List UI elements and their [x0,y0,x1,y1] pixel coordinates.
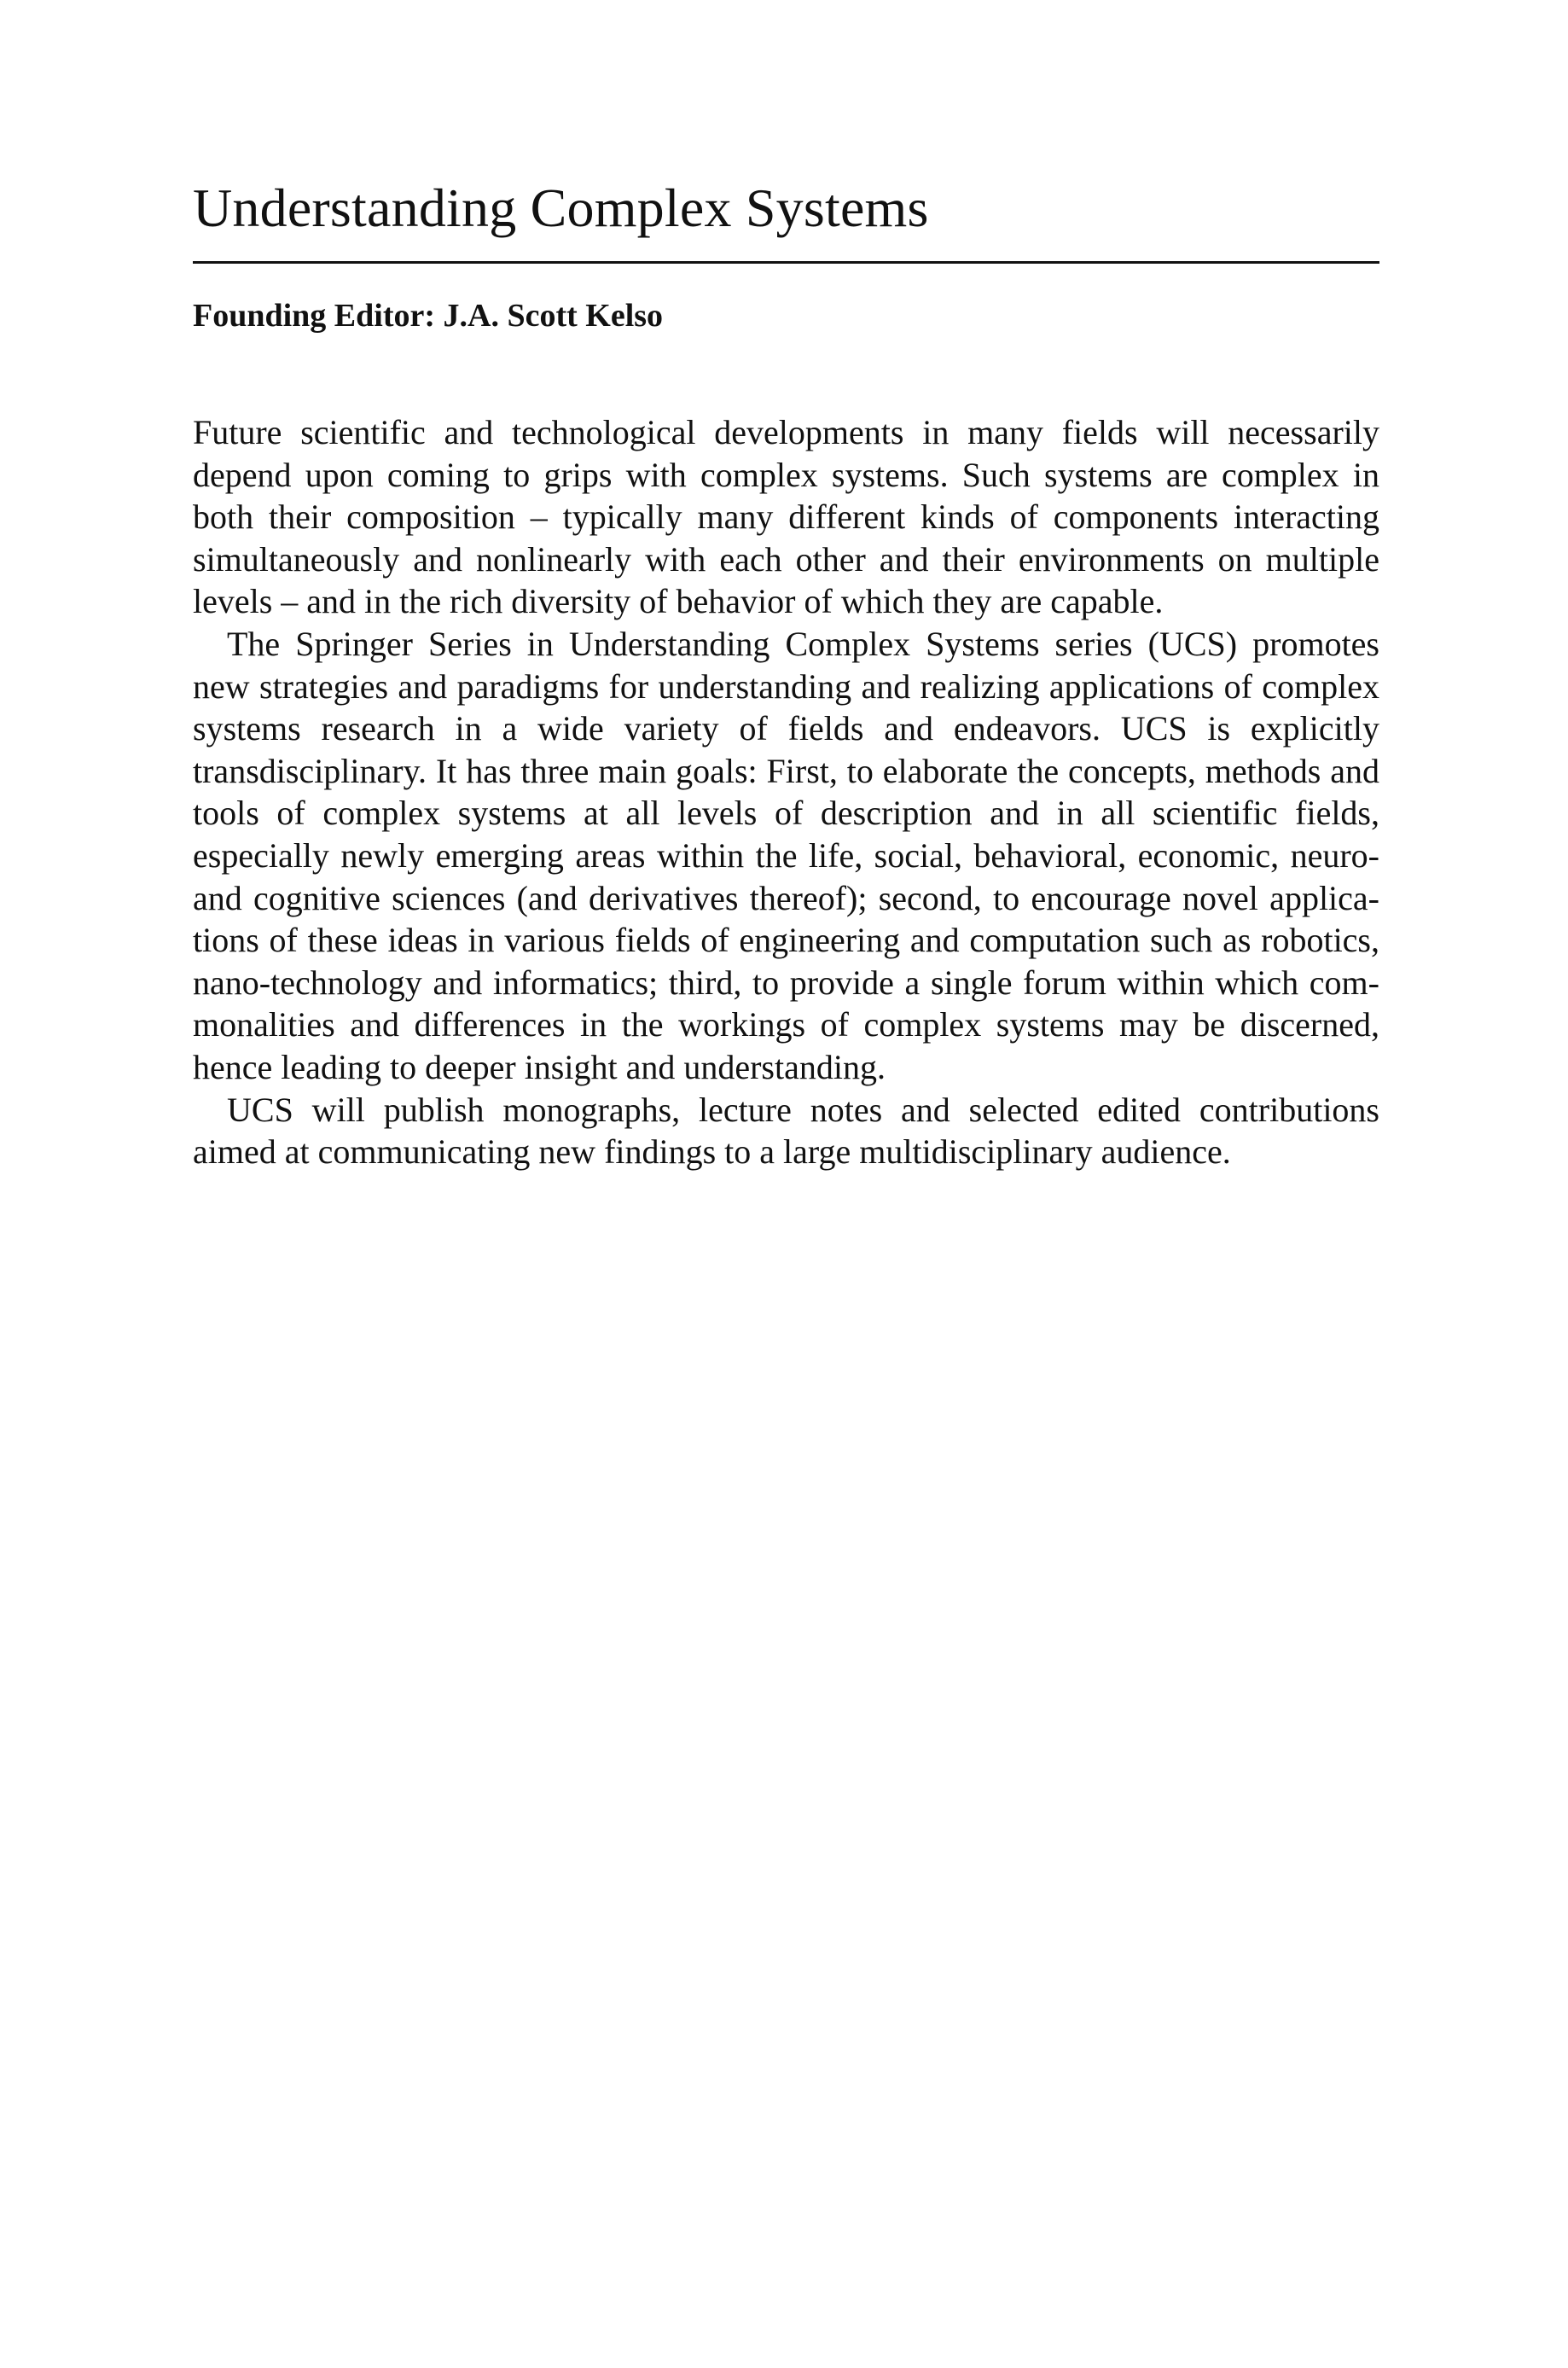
paragraph-series-goals: The Springer Series in Understanding Complex Systems series (UCS) promotes new strategies and paradigms for understanding and realizing applications of complex systems research in a wide variety of fields and endeavors. UCS is explicitly transdisciplinary. It has three main goals: First, to elaborate the concepts, methods and tools of complex systems at all levels of description and in all scientific fields, especially newly emerging areas within the life, social, behavioral, economic, neuro- and cognitive sciences (and derivatives thereof); second, to encourage novel applications of these ideas in various fields of engineering and computation such as robotics, nano-technology and informatics; third, to provide a single forum within which commonalities and differences in the workings of complex systems may be discerned, hence leading to deeper insight and understanding. [193,624,1379,1086]
title-divider [193,261,1379,264]
series-description [193,411,1379,1173]
series-title: Understanding Complex Systems [193,177,929,238]
paragraph-publications: UCS will publish monographs, lecture notes and selected edited contributions aimed at communicating new findings to a large multidisciplinary audience. [193,1090,1379,1172]
founding-editor: Founding Editor: J.A. Scott Kelso [193,298,664,334]
paragraph-intro: Future scientific and technological developments in many fields will necessarily depend upon coming to grips with complex systems. Such systems are complex in both their composition – typically many different kinds of components interacting simultaneously and nonlinearly with each other and their environments on multiple levels – and in the rich diversity of behavior of which they are capable. [193,413,1379,621]
